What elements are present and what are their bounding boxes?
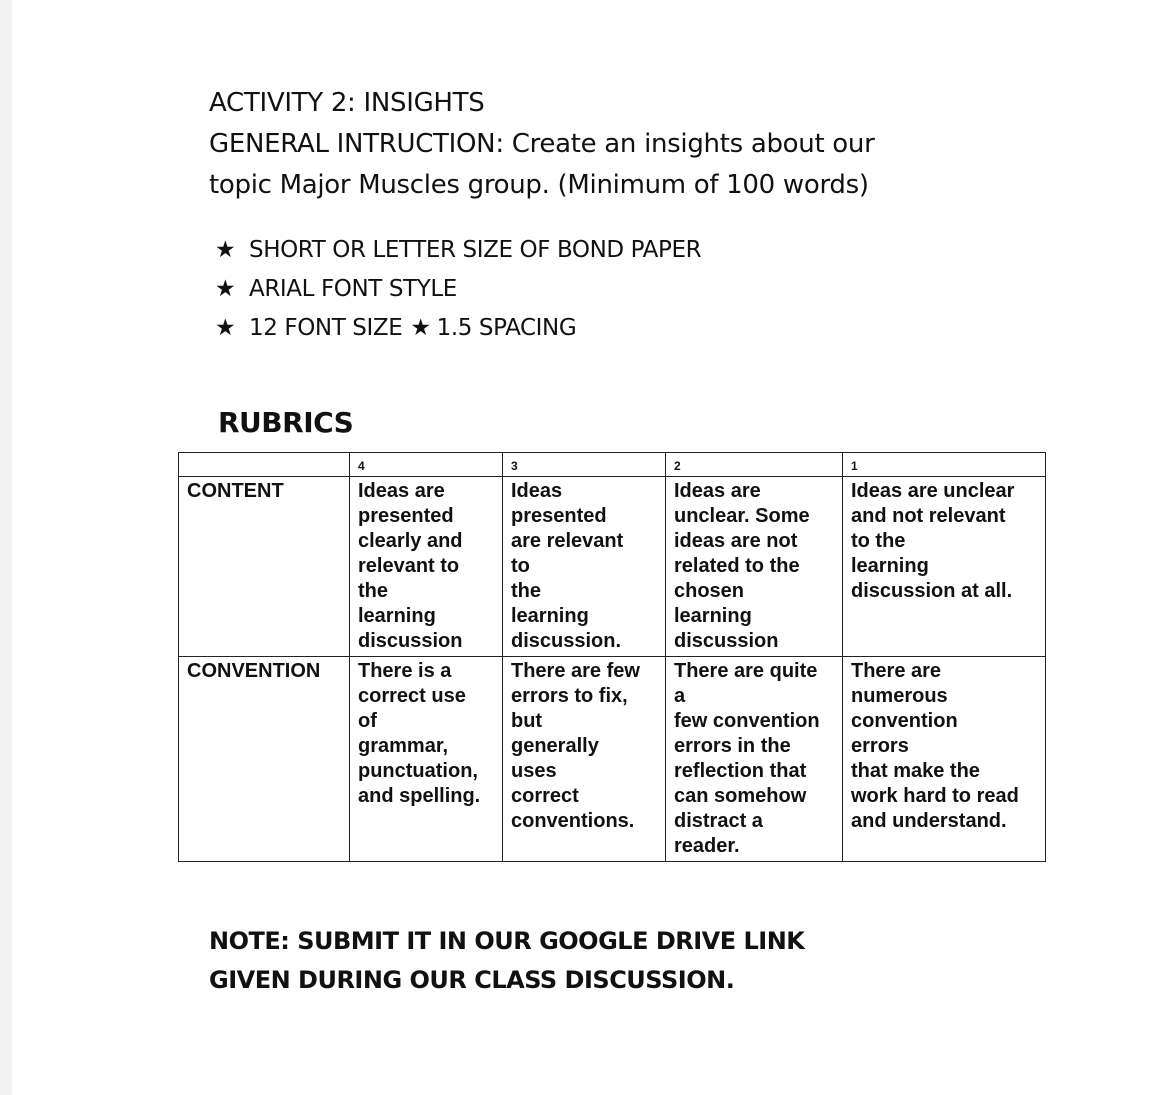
rubrics-title: RUBRICS bbox=[218, 406, 354, 439]
rubric-cell: There are few errors to fix, but generally uses correct conventions. bbox=[503, 657, 666, 862]
criterion-label: CONTENT bbox=[179, 477, 350, 657]
star-icon: ★ bbox=[215, 276, 236, 302]
requirement-text: 12 FONT SIZE bbox=[249, 315, 403, 341]
rubric-cell: Ideas are unclear and not relevant to the learning discussion at all. bbox=[843, 477, 1046, 657]
document-page bbox=[12, 0, 1170, 1095]
note-line-1: NOTE: SUBMIT IT IN OUR GOOGLE DRIVE LINK bbox=[209, 927, 805, 955]
requirement-item bbox=[215, 276, 457, 302]
star-icon: ★ bbox=[410, 315, 431, 341]
score-header: 3 bbox=[503, 453, 666, 477]
score-header: 1 bbox=[843, 453, 1046, 477]
star-icon: ★ bbox=[215, 237, 236, 263]
star-icon: ★ bbox=[215, 315, 236, 341]
rubric-cell: There are numerous convention errors that make the work hard to read and understand. bbox=[843, 657, 1046, 862]
rubric-row-content bbox=[179, 477, 1046, 657]
instruction-line-2: topic Major Muscles group. (Minimum of 100 words) bbox=[209, 170, 869, 200]
score-header: 2 bbox=[666, 453, 843, 477]
instruction-line-1: GENERAL INTRUCTION: Create an insights about our bbox=[209, 129, 875, 159]
rubric-header-row bbox=[179, 453, 1046, 477]
rubric-cell: Ideas are unclear. Some ideas are not related to the chosen learning discussion bbox=[666, 477, 843, 657]
requirement-item bbox=[215, 237, 701, 263]
rubric-corner-cell bbox=[179, 453, 350, 477]
rubric-cell: Ideas are presented clearly and relevant to the learning discussion bbox=[350, 477, 503, 657]
score-header: 4 bbox=[350, 453, 503, 477]
rubric-row-convention bbox=[179, 657, 1046, 862]
requirement-text: 1.5 SPACING bbox=[436, 315, 577, 341]
requirement-text: SHORT OR LETTER SIZE OF BOND PAPER bbox=[249, 237, 702, 263]
rubric-cell: Ideas presented are relevant to the learning discussion. bbox=[503, 477, 666, 657]
requirement-item bbox=[215, 315, 576, 341]
rubric-table bbox=[178, 452, 1046, 862]
rubric-cell: There is a correct use of grammar, punctuation, and spelling. bbox=[350, 657, 503, 862]
rubric-cell: There are quite a few convention errors in the reflection that can somehow distract a reader. bbox=[666, 657, 843, 862]
requirement-text: ARIAL FONT STYLE bbox=[249, 276, 457, 302]
activity-title: ACTIVITY 2: INSIGHTS bbox=[209, 88, 485, 118]
note-line-2: GIVEN DURING OUR CLASS DISCUSSION. bbox=[209, 966, 735, 994]
criterion-label: CONVENTION bbox=[179, 657, 350, 862]
